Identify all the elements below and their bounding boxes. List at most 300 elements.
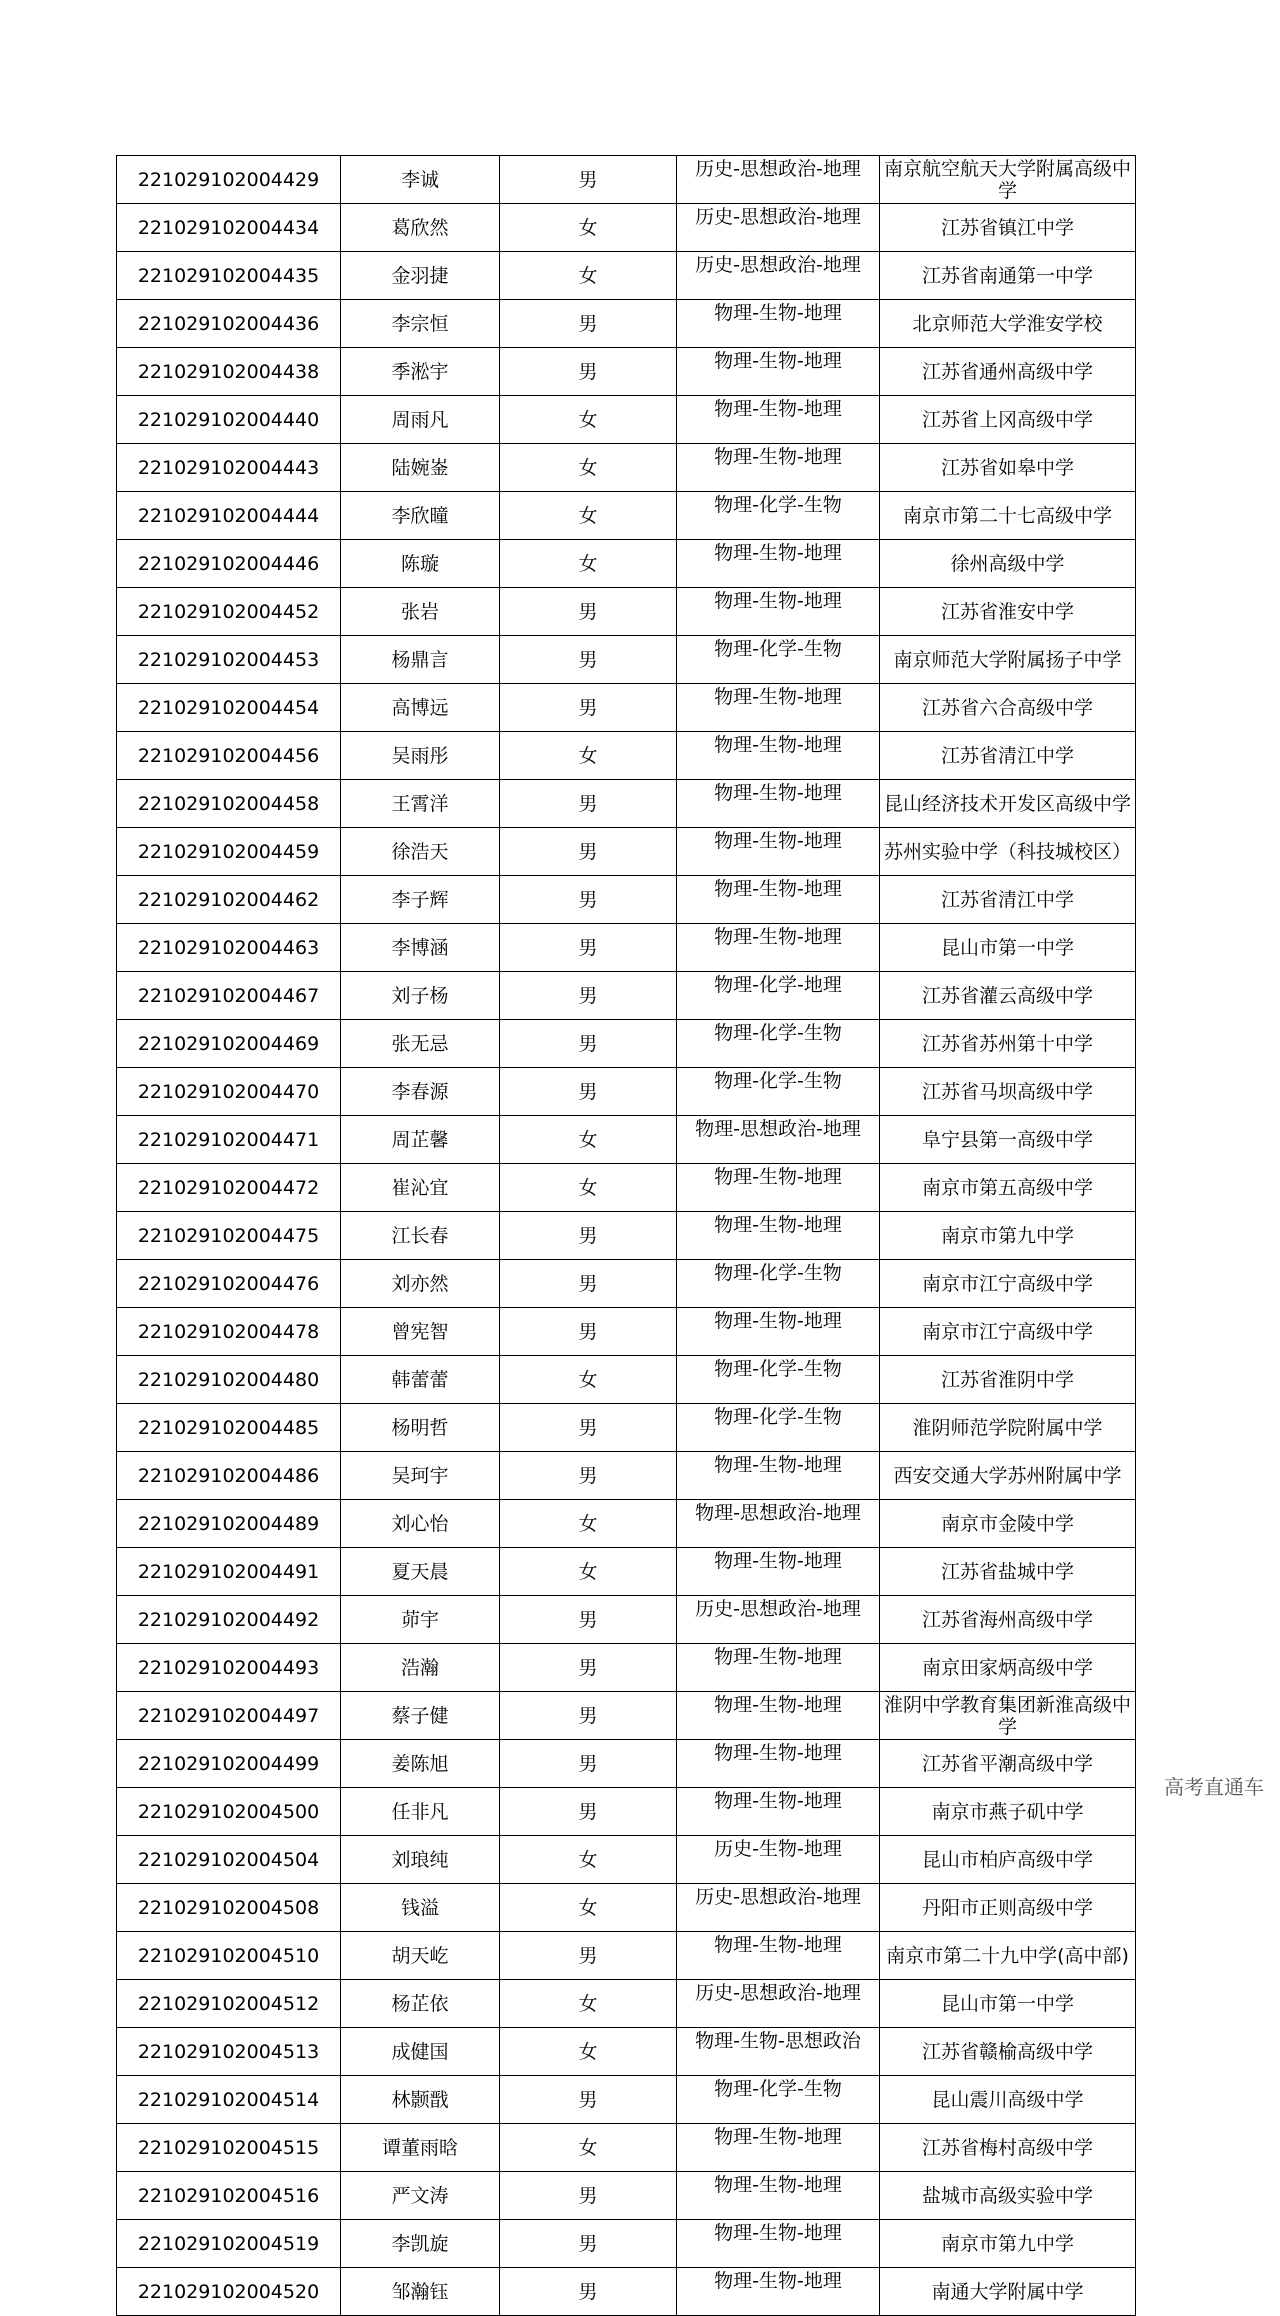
cell-gender: 女 xyxy=(500,2028,677,2076)
table-row xyxy=(117,1548,1136,1596)
subject-text: 历史-思想政治-地理 xyxy=(695,158,861,180)
subject-text: 物理-化学-生物 xyxy=(714,638,842,660)
cell-gender: 女 xyxy=(500,1500,677,1548)
cell-subject-combination xyxy=(677,1980,880,2028)
cell-subject-combination xyxy=(677,1644,880,1692)
cell-gender: 男 xyxy=(500,636,677,684)
cell-exam-id: 221029102004429 xyxy=(117,156,341,204)
cell-student-name: 江长春 xyxy=(341,1212,500,1260)
table-row xyxy=(117,1404,1136,1452)
subject-text: 历史-思想政治-地理 xyxy=(695,254,861,276)
cell-exam-id: 221029102004519 xyxy=(117,2220,341,2268)
cell-student-name: 李宗恒 xyxy=(341,300,500,348)
cell-subject-combination xyxy=(677,1788,880,1836)
cell-student-name: 杨鼎言 xyxy=(341,636,500,684)
cell-subject-combination xyxy=(677,684,880,732)
cell-gender: 男 xyxy=(500,1212,677,1260)
subject-text: 历史-思想政治-地理 xyxy=(695,1886,861,1908)
cell-exam-id: 221029102004497 xyxy=(117,1692,341,1740)
table-row xyxy=(117,156,1136,204)
cell-exam-id: 221029102004434 xyxy=(117,204,341,252)
cell-gender: 女 xyxy=(500,2124,677,2172)
cell-school: 江苏省梅村高级中学 xyxy=(880,2124,1136,2172)
cell-school: 丹阳市正则高级中学 xyxy=(880,1884,1136,1932)
cell-exam-id: 221029102004514 xyxy=(117,2076,341,2124)
cell-subject-combination xyxy=(677,300,880,348)
cell-student-name: 季淞宇 xyxy=(341,348,500,396)
cell-gender: 女 xyxy=(500,1356,677,1404)
cell-student-name: 邹瀚钰 xyxy=(341,2268,500,2316)
cell-student-name: 李子辉 xyxy=(341,876,500,924)
cell-student-name: 胡天屹 xyxy=(341,1932,500,1980)
cell-subject-combination xyxy=(677,828,880,876)
cell-exam-id: 221029102004475 xyxy=(117,1212,341,1260)
cell-exam-id: 221029102004489 xyxy=(117,1500,341,1548)
cell-student-name: 浩瀚 xyxy=(341,1644,500,1692)
cell-student-name: 曾宪智 xyxy=(341,1308,500,1356)
table-row xyxy=(117,1020,1136,1068)
subject-text: 物理-生物-地理 xyxy=(714,2126,842,2148)
cell-exam-id: 221029102004444 xyxy=(117,492,341,540)
table-row xyxy=(117,252,1136,300)
cell-school: 徐州高级中学 xyxy=(880,540,1136,588)
subject-text: 物理-生物-地理 xyxy=(714,1934,842,1956)
cell-gender: 男 xyxy=(500,1308,677,1356)
cell-school: 南京市第九中学 xyxy=(880,1212,1136,1260)
cell-subject-combination xyxy=(677,2076,880,2124)
cell-exam-id: 221029102004512 xyxy=(117,1980,341,2028)
subject-text: 历史-生物-地理 xyxy=(714,1838,842,1860)
cell-exam-id: 221029102004472 xyxy=(117,1164,341,1212)
cell-gender: 女 xyxy=(500,1980,677,2028)
table-row xyxy=(117,1980,1136,2028)
cell-school: 江苏省灌云高级中学 xyxy=(880,972,1136,1020)
cell-school: 南京市金陵中学 xyxy=(880,1500,1136,1548)
cell-gender: 女 xyxy=(500,1116,677,1164)
cell-subject-combination xyxy=(677,1020,880,1068)
cell-student-name: 李欣曈 xyxy=(341,492,500,540)
subject-text: 物理-生物-地理 xyxy=(714,1646,842,1668)
cell-school: 江苏省马坝高级中学 xyxy=(880,1068,1136,1116)
cell-gender: 男 xyxy=(500,828,677,876)
subject-text: 物理-生物-思想政治 xyxy=(695,2030,861,2052)
cell-gender: 女 xyxy=(500,540,677,588)
cell-gender: 男 xyxy=(500,972,677,1020)
cell-school: 淮阴中学教育集团新淮高级中学 xyxy=(880,1692,1136,1740)
cell-student-name: 陈璇 xyxy=(341,540,500,588)
cell-exam-id: 221029102004471 xyxy=(117,1116,341,1164)
cell-gender: 女 xyxy=(500,1548,677,1596)
cell-exam-id: 221029102004435 xyxy=(117,252,341,300)
cell-subject-combination xyxy=(677,1164,880,1212)
subject-text: 物理-生物-地理 xyxy=(714,1166,842,1188)
subject-text: 物理-化学-地理 xyxy=(714,974,842,996)
cell-school: 南京师范大学附属扬子中学 xyxy=(880,636,1136,684)
cell-subject-combination xyxy=(677,2220,880,2268)
cell-student-name: 吴珂宇 xyxy=(341,1452,500,1500)
cell-gender: 女 xyxy=(500,396,677,444)
cell-student-name: 姜陈旭 xyxy=(341,1740,500,1788)
cell-student-name: 李博涵 xyxy=(341,924,500,972)
table-row xyxy=(117,2268,1136,2316)
cell-school: 江苏省苏州第十中学 xyxy=(880,1020,1136,1068)
subject-text: 物理-生物-地理 xyxy=(714,878,842,900)
subject-text: 物理-生物-地理 xyxy=(714,398,842,420)
cell-school: 江苏省淮安中学 xyxy=(880,588,1136,636)
cell-exam-id: 221029102004456 xyxy=(117,732,341,780)
cell-school: 江苏省镇江中学 xyxy=(880,204,1136,252)
cell-exam-id: 221029102004459 xyxy=(117,828,341,876)
cell-school: 盐城市高级实验中学 xyxy=(880,2172,1136,2220)
cell-subject-combination xyxy=(677,540,880,588)
subject-text: 物理-思想政治-地理 xyxy=(695,1118,861,1140)
table-row xyxy=(117,588,1136,636)
cell-exam-id: 221029102004476 xyxy=(117,1260,341,1308)
table-row xyxy=(117,540,1136,588)
cell-school: 江苏省通州高级中学 xyxy=(880,348,1136,396)
cell-gender: 女 xyxy=(500,204,677,252)
cell-exam-id: 221029102004520 xyxy=(117,2268,341,2316)
cell-student-name: 蔡子健 xyxy=(341,1692,500,1740)
cell-gender: 男 xyxy=(500,1644,677,1692)
cell-subject-combination xyxy=(677,1596,880,1644)
cell-student-name: 周芷馨 xyxy=(341,1116,500,1164)
cell-student-name: 刘亦然 xyxy=(341,1260,500,1308)
cell-gender: 男 xyxy=(500,924,677,972)
cell-school: 江苏省淮阴中学 xyxy=(880,1356,1136,1404)
cell-student-name: 张岩 xyxy=(341,588,500,636)
cell-subject-combination xyxy=(677,204,880,252)
cell-school: 昆山经济技术开发区高级中学 xyxy=(880,780,1136,828)
cell-exam-id: 221029102004508 xyxy=(117,1884,341,1932)
cell-exam-id: 221029102004462 xyxy=(117,876,341,924)
cell-student-name: 钱溢 xyxy=(341,1884,500,1932)
cell-subject-combination xyxy=(677,156,880,204)
cell-student-name: 谭董雨晗 xyxy=(341,2124,500,2172)
table-row xyxy=(117,1116,1136,1164)
cell-gender: 男 xyxy=(500,1788,677,1836)
cell-exam-id: 221029102004438 xyxy=(117,348,341,396)
cell-exam-id: 221029102004469 xyxy=(117,1020,341,1068)
table-row xyxy=(117,1596,1136,1644)
cell-gender: 男 xyxy=(500,156,677,204)
cell-student-name: 高博远 xyxy=(341,684,500,732)
cell-subject-combination xyxy=(677,1740,880,1788)
table-row xyxy=(117,1308,1136,1356)
cell-school: 昆山市第一中学 xyxy=(880,924,1136,972)
cell-school: 南京市第二十七高级中学 xyxy=(880,492,1136,540)
cell-school: 南京航空航天大学附属高级中学 xyxy=(880,156,1136,204)
subject-text: 物理-化学-生物 xyxy=(714,1358,842,1380)
subject-text: 物理-化学-生物 xyxy=(714,494,842,516)
cell-student-name: 张无忌 xyxy=(341,1020,500,1068)
cell-subject-combination xyxy=(677,1884,880,1932)
cell-exam-id: 221029102004436 xyxy=(117,300,341,348)
cell-school: 苏州实验中学（科技城校区） xyxy=(880,828,1136,876)
cell-student-name: 吴雨彤 xyxy=(341,732,500,780)
cell-subject-combination xyxy=(677,972,880,1020)
cell-student-name: 杨明哲 xyxy=(341,1404,500,1452)
cell-gender: 女 xyxy=(500,732,677,780)
cell-gender: 男 xyxy=(500,2268,677,2316)
subject-text: 物理-化学-生物 xyxy=(714,2078,842,2100)
table-row xyxy=(117,2220,1136,2268)
cell-school: 江苏省上冈高级中学 xyxy=(880,396,1136,444)
table-row xyxy=(117,1500,1136,1548)
table-row xyxy=(117,972,1136,1020)
cell-gender: 男 xyxy=(500,300,677,348)
cell-exam-id: 221029102004513 xyxy=(117,2028,341,2076)
cell-gender: 男 xyxy=(500,1596,677,1644)
subject-text: 历史-思想政治-地理 xyxy=(695,1598,861,1620)
table-row xyxy=(117,1164,1136,1212)
cell-subject-combination xyxy=(677,1500,880,1548)
cell-subject-combination xyxy=(677,1692,880,1740)
subject-text: 物理-生物-地理 xyxy=(714,2270,842,2292)
cell-gender: 男 xyxy=(500,1692,677,1740)
cell-school: 江苏省六合高级中学 xyxy=(880,684,1136,732)
cell-exam-id: 221029102004458 xyxy=(117,780,341,828)
subject-text: 历史-思想政治-地理 xyxy=(695,1982,861,2004)
cell-student-name: 刘子杨 xyxy=(341,972,500,1020)
cell-gender: 男 xyxy=(500,1404,677,1452)
table-row xyxy=(117,1644,1136,1692)
cell-gender: 男 xyxy=(500,1740,677,1788)
cell-exam-id: 221029102004493 xyxy=(117,1644,341,1692)
subject-text: 物理-生物-地理 xyxy=(714,1694,842,1716)
cell-subject-combination xyxy=(677,396,880,444)
cell-gender: 男 xyxy=(500,348,677,396)
cell-school: 江苏省海州高级中学 xyxy=(880,1596,1136,1644)
watermark: 高考直通车 xyxy=(1164,1775,1264,1799)
cell-school: 南通大学附属中学 xyxy=(880,2268,1136,2316)
table-row xyxy=(117,2028,1136,2076)
subject-text: 物理-生物-地理 xyxy=(714,830,842,852)
cell-school: 江苏省如皋中学 xyxy=(880,444,1136,492)
table-row xyxy=(117,1212,1136,1260)
cell-subject-combination xyxy=(677,876,880,924)
cell-subject-combination xyxy=(677,492,880,540)
cell-exam-id: 221029102004485 xyxy=(117,1404,341,1452)
cell-subject-combination xyxy=(677,1068,880,1116)
subject-text: 物理-生物-地理 xyxy=(714,1310,842,1332)
cell-exam-id: 221029102004516 xyxy=(117,2172,341,2220)
cell-gender: 男 xyxy=(500,684,677,732)
table-row xyxy=(117,780,1136,828)
cell-gender: 男 xyxy=(500,1260,677,1308)
cell-student-name: 任非凡 xyxy=(341,1788,500,1836)
cell-student-name: 韩蕾蕾 xyxy=(341,1356,500,1404)
subject-text: 物理-生物-地理 xyxy=(714,2174,842,2196)
cell-gender: 女 xyxy=(500,1164,677,1212)
subject-text: 物理-生物-地理 xyxy=(714,926,842,948)
student-table-body xyxy=(117,156,1136,2316)
table-row xyxy=(117,1356,1136,1404)
cell-gender: 男 xyxy=(500,1068,677,1116)
cell-student-name: 刘琅纯 xyxy=(341,1836,500,1884)
subject-text: 物理-思想政治-地理 xyxy=(695,1502,861,1524)
table-row xyxy=(117,1740,1136,1788)
subject-text: 物理-生物-地理 xyxy=(714,590,842,612)
cell-exam-id: 221029102004470 xyxy=(117,1068,341,1116)
cell-school: 江苏省清江中学 xyxy=(880,876,1136,924)
cell-gender: 男 xyxy=(500,1452,677,1500)
cell-school: 江苏省平潮高级中学 xyxy=(880,1740,1136,1788)
table-row xyxy=(117,492,1136,540)
cell-school: 昆山震川高级中学 xyxy=(880,2076,1136,2124)
cell-school: 南京市第二十九中学(高中部) xyxy=(880,1932,1136,1980)
table-row xyxy=(117,396,1136,444)
subject-text: 物理-生物-地理 xyxy=(714,542,842,564)
cell-exam-id: 221029102004443 xyxy=(117,444,341,492)
cell-subject-combination xyxy=(677,252,880,300)
subject-text: 物理-生物-地理 xyxy=(714,1214,842,1236)
cell-exam-id: 221029102004446 xyxy=(117,540,341,588)
cell-subject-combination xyxy=(677,1308,880,1356)
cell-student-name: 茆宇 xyxy=(341,1596,500,1644)
subject-text: 物理-生物-地理 xyxy=(714,302,842,324)
cell-exam-id: 221029102004491 xyxy=(117,1548,341,1596)
cell-school: 昆山市第一中学 xyxy=(880,1980,1136,2028)
cell-exam-id: 221029102004480 xyxy=(117,1356,341,1404)
cell-subject-combination xyxy=(677,1116,880,1164)
table-row xyxy=(117,2124,1136,2172)
cell-school: 江苏省南通第一中学 xyxy=(880,252,1136,300)
cell-exam-id: 221029102004452 xyxy=(117,588,341,636)
cell-student-name: 徐浩天 xyxy=(341,828,500,876)
cell-subject-combination xyxy=(677,444,880,492)
cell-school: 南京市江宁高级中学 xyxy=(880,1308,1136,1356)
cell-subject-combination xyxy=(677,1548,880,1596)
table-row xyxy=(117,1884,1136,1932)
cell-student-name: 严文涛 xyxy=(341,2172,500,2220)
cell-subject-combination xyxy=(677,348,880,396)
cell-subject-combination xyxy=(677,1356,880,1404)
table-row xyxy=(117,684,1136,732)
subject-text: 物理-生物-地理 xyxy=(714,734,842,756)
cell-subject-combination xyxy=(677,1404,880,1452)
cell-exam-id: 221029102004504 xyxy=(117,1836,341,1884)
student-table xyxy=(116,155,1136,2316)
subject-text: 物理-生物-地理 xyxy=(714,2222,842,2244)
cell-student-name: 陆婉崟 xyxy=(341,444,500,492)
subject-text: 历史-思想政治-地理 xyxy=(695,206,861,228)
cell-subject-combination xyxy=(677,1932,880,1980)
cell-exam-id: 221029102004454 xyxy=(117,684,341,732)
table-row xyxy=(117,1452,1136,1500)
cell-gender: 女 xyxy=(500,444,677,492)
table-row xyxy=(117,300,1136,348)
cell-subject-combination xyxy=(677,2268,880,2316)
cell-gender: 男 xyxy=(500,2172,677,2220)
table-row xyxy=(117,1692,1136,1740)
cell-school: 阜宁县第一高级中学 xyxy=(880,1116,1136,1164)
cell-gender: 男 xyxy=(500,2076,677,2124)
cell-exam-id: 221029102004500 xyxy=(117,1788,341,1836)
cell-gender: 女 xyxy=(500,1836,677,1884)
cell-gender: 男 xyxy=(500,2220,677,2268)
cell-subject-combination xyxy=(677,636,880,684)
cell-student-name: 王霄洋 xyxy=(341,780,500,828)
cell-school: 江苏省清江中学 xyxy=(880,732,1136,780)
cell-subject-combination xyxy=(677,1212,880,1260)
table-row xyxy=(117,204,1136,252)
cell-school: 北京师范大学淮安学校 xyxy=(880,300,1136,348)
cell-exam-id: 221029102004486 xyxy=(117,1452,341,1500)
cell-school: 昆山市柏庐高级中学 xyxy=(880,1836,1136,1884)
subject-text: 物理-生物-地理 xyxy=(714,1790,842,1812)
cell-school: 淮阴师范学院附属中学 xyxy=(880,1404,1136,1452)
cell-school: 南京市燕子矶中学 xyxy=(880,1788,1136,1836)
subject-text: 物理-生物-地理 xyxy=(714,782,842,804)
cell-exam-id: 221029102004463 xyxy=(117,924,341,972)
subject-text: 物理-生物-地理 xyxy=(714,1742,842,1764)
cell-exam-id: 221029102004499 xyxy=(117,1740,341,1788)
cell-exam-id: 221029102004510 xyxy=(117,1932,341,1980)
cell-gender: 男 xyxy=(500,780,677,828)
subject-text: 物理-化学-生物 xyxy=(714,1070,842,1092)
cell-subject-combination xyxy=(677,2172,880,2220)
cell-student-name: 成健国 xyxy=(341,2028,500,2076)
cell-school: 南京市第九中学 xyxy=(880,2220,1136,2268)
cell-school: 江苏省赣榆高级中学 xyxy=(880,2028,1136,2076)
cell-student-name: 李春源 xyxy=(341,1068,500,1116)
cell-gender: 男 xyxy=(500,1932,677,1980)
cell-gender: 女 xyxy=(500,1884,677,1932)
subject-text: 物理-生物-地理 xyxy=(714,1454,842,1476)
table-row xyxy=(117,1836,1136,1884)
cell-gender: 男 xyxy=(500,1020,677,1068)
cell-subject-combination xyxy=(677,924,880,972)
subject-text: 物理-生物-地理 xyxy=(714,350,842,372)
cell-student-name: 杨芷依 xyxy=(341,1980,500,2028)
table-row xyxy=(117,1932,1136,1980)
cell-subject-combination xyxy=(677,1260,880,1308)
cell-school: 江苏省盐城中学 xyxy=(880,1548,1136,1596)
cell-gender: 男 xyxy=(500,876,677,924)
cell-exam-id: 221029102004478 xyxy=(117,1308,341,1356)
cell-student-name: 葛欣然 xyxy=(341,204,500,252)
subject-text: 物理-生物-地理 xyxy=(714,686,842,708)
table-row xyxy=(117,2076,1136,2124)
cell-subject-combination xyxy=(677,732,880,780)
cell-exam-id: 221029102004492 xyxy=(117,1596,341,1644)
cell-subject-combination xyxy=(677,2028,880,2076)
table-row xyxy=(117,1788,1136,1836)
subject-text: 物理-化学-生物 xyxy=(714,1022,842,1044)
subject-text: 物理-化学-生物 xyxy=(714,1406,842,1428)
cell-subject-combination xyxy=(677,780,880,828)
table-row xyxy=(117,732,1136,780)
cell-student-name: 金羽捷 xyxy=(341,252,500,300)
subject-text: 物理-生物-地理 xyxy=(714,1550,842,1572)
cell-student-name: 李诚 xyxy=(341,156,500,204)
cell-subject-combination xyxy=(677,1836,880,1884)
cell-student-name: 林颢戬 xyxy=(341,2076,500,2124)
cell-gender: 女 xyxy=(500,252,677,300)
cell-student-name: 李凯旋 xyxy=(341,2220,500,2268)
table-row xyxy=(117,1260,1136,1308)
subject-text: 物理-生物-地理 xyxy=(714,446,842,468)
table-row xyxy=(117,348,1136,396)
cell-exam-id: 221029102004467 xyxy=(117,972,341,1020)
cell-subject-combination xyxy=(677,588,880,636)
cell-exam-id: 221029102004453 xyxy=(117,636,341,684)
table-row xyxy=(117,1068,1136,1116)
cell-subject-combination xyxy=(677,2124,880,2172)
cell-school: 南京田家炳高级中学 xyxy=(880,1644,1136,1692)
cell-school: 西安交通大学苏州附属中学 xyxy=(880,1452,1136,1500)
